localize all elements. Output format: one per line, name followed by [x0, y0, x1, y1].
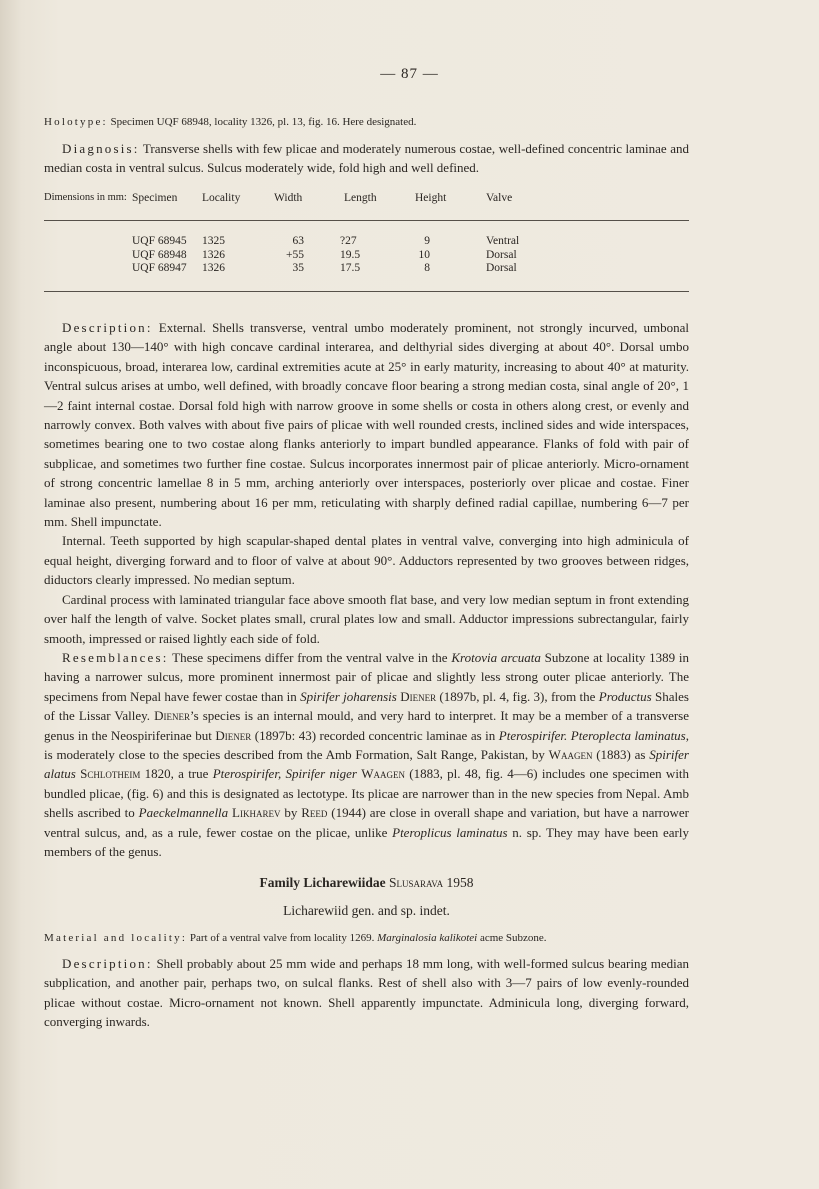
- cell-locality: 1326: [202, 262, 225, 274]
- header-valve: Valve: [486, 192, 513, 204]
- taxon-name: Krotovia arcuata: [451, 649, 541, 665]
- cell-width: 63: [292, 235, 304, 247]
- table-row: [44, 249, 689, 263]
- text-run: , is moderately close to the species described from the Amb Formation, Salt Range, Pakistan, by: [44, 727, 689, 762]
- text-run: ’s species is an internal mould, and very hard to interpret. It may be a member of a transverse genus in the Neospiriferinae but: [44, 708, 689, 743]
- description2-text: Shell probably about 25 mm wide and perhaps 18 mm long, with well-formed sulcus bearing median subplication, and another pair, perhaps two, on sulcal flanks. Rest of shell also with 3—7 pairs of low evenly-rounded plicae without costae. Micro-ornament not known. Shell apparently impunctate. Adminicula long, diverging forward, converging inwards.: [44, 956, 690, 1030]
- description-external: External. Shells transverse, ventral umbo moderately prominent, not strongly incurved, umbonal angle about 130—140° with high concave cardinal interarea, and delthyrial sides diverging at about 40°. Dorsal umbo inconspicuous, broad, interarea low, cardinal extremities acute at 25° in early maturity, increasing to about 40° at maturity. Ventral sulcus arises at umbo, well defined, with broadly concave floor bearing a strong median costa, sinal angle of 20°, 1—2 faint internal costae. Dorsal fold high with narrow groove in some shells or costa in others along crest, or evenly and narrowly convex. Both valves with about five pairs of plicae with well rounded crests, inclined sides and wide interspaces, sometimes bearing one to two costae along flanks anteriorly to impart bundled appearance. Flanks of fold with pair of subplicae, and sometimes two further fine costae. Sulcus incorporates innermost pair of plicae anteriorly. Micro-ornament of strong concentric lamellae 8 in 5 mm, arching anteriorly over interspaces, posteriorly over plicae and costae. Finer laminae also present, numbering about 16 per mm, reticulating with sharply defined radial capillae, numbering 6—7 per mm. Shell impunctate.: [44, 320, 690, 530]
- taxon-name: Pterospirifer. Pteroplecta laminatus: [498, 727, 686, 743]
- author-name: Diener: [400, 688, 437, 704]
- diagnosis-paragraph: [44, 139, 689, 178]
- material-label: Material and locality:: [44, 932, 188, 944]
- header-specimen: Specimen: [132, 192, 178, 204]
- text-run: These specimens differ from the ventral valve in the: [172, 649, 452, 665]
- text-run: (1897b: 43) recorded concentric laminae as in: [251, 727, 499, 743]
- author-name: Waagen: [361, 766, 405, 782]
- header-locality: Locality: [202, 192, 241, 204]
- author-name: Waagen: [548, 746, 593, 762]
- diagnosis-label: Diagnosis:: [62, 141, 140, 156]
- description-cardinal: Cardinal process with laminated triangular face above smooth flat base, and very low median septum in front extending over half the length of valve. Socket plates small, crural plates low and small. Adductor impressions subrectangular, fairly smooth, impressed or raised lightly each side of fold.: [44, 591, 689, 646]
- text-run: Shales of the Lissar Valley.: [44, 688, 689, 724]
- description-internal: Internal. Teeth supported by high scapular-shaped dental plates in ventral valve, converging into high adminicula of equal height, diverging forward and to floor of valve at about 90°. Adductors represented by two grooves between ridges, diductors clearly impressed. No median septum.: [44, 533, 689, 588]
- diagnosis-text: Transverse shells with few plicae and moderately numerous costae, well-defined concentric laminae and median costa in ventral sulcus. Sulcus moderately wide, fold high and well defined.: [44, 141, 689, 176]
- table-header: [44, 192, 689, 210]
- resemblances-paragraph: [44, 648, 689, 861]
- header-dimensions: Dimensions in mm:: [44, 192, 127, 203]
- header-width: Width: [274, 192, 303, 204]
- holotype-line: [44, 114, 689, 130]
- table-rule-bottom: [44, 291, 689, 292]
- genus-heading: Licharewiid gen. and sp. indet.: [283, 903, 450, 918]
- cell-valve: Dorsal: [486, 248, 517, 261]
- family-author: Slusarava 1958: [388, 875, 474, 890]
- author-name: Schlotheim: [80, 766, 141, 782]
- description2-paragraph: [44, 954, 689, 1032]
- description-section: [44, 318, 689, 861]
- table-rule-top: [44, 220, 689, 221]
- table-row: [44, 262, 689, 276]
- text-run: Subzone at locality 1389 in having a narrower sulcus, more prominent innermost pair of plicae and slightly less strong outer plicae anteriorly. The specimens from Nepal have fewer costae than in: [44, 649, 689, 704]
- header-height: Height: [415, 192, 447, 204]
- cell-valve: Ventral: [486, 235, 520, 247]
- author-name: Diener: [215, 727, 252, 743]
- page-number: — 87 —: [380, 66, 439, 82]
- cell-specimen: UQF 68945: [132, 235, 187, 247]
- cell-height: 8: [424, 262, 430, 274]
- taxon-name: Spirifer joharensis: [300, 688, 397, 704]
- resemblances-label: Resemblances:: [62, 649, 169, 665]
- text-run: n. sp. They may have been early members of the genus.: [44, 824, 689, 859]
- cell-length: 19.5: [340, 248, 361, 261]
- cell-height: 10: [418, 248, 430, 261]
- text-run: (1944) are close in overall shape and variation, but have a narrower ventral sulcus, and, as a rule, fewer costae on the plicae, unlike: [44, 805, 689, 840]
- family-heading: [44, 875, 689, 891]
- taxon-name: Pteroplicus laminatus: [392, 824, 508, 840]
- dimensions-table: [44, 192, 689, 274]
- cell-locality: 1325: [202, 235, 225, 247]
- text-run: 1820, a true: [140, 766, 213, 782]
- cell-specimen: UQF 68947: [132, 262, 187, 274]
- header-length: Length: [344, 192, 377, 204]
- holotype-text: Specimen UQF 68948, locality 1326, pl. 13, fig. 16. Here designated.: [110, 116, 417, 128]
- cell-locality: 1326: [202, 248, 225, 261]
- text-run: (1883) as: [592, 746, 650, 762]
- text-run: (1883, pl. 48, fig. 4—6) includes one specimen with bundled plicae, (fig. 6) and this is designated as lectotype. Its plicae are narrower than in the new species from Nepal. Amb shells ascribed to: [44, 766, 690, 821]
- cell-valve: Dorsal: [486, 262, 517, 274]
- cell-width: +55: [286, 248, 304, 261]
- taxon-name: Pterospirifer, Spirifer niger: [212, 766, 357, 782]
- taxon-name: Spirifer alatus: [44, 746, 689, 782]
- author-name: Diener: [154, 708, 190, 724]
- author-name: Likharev: [232, 805, 281, 821]
- description-label: Description:: [62, 320, 153, 335]
- text-run: by: [280, 805, 302, 821]
- holotype-label: Holotype:: [44, 116, 108, 128]
- table-row: [44, 235, 689, 249]
- material-line: [44, 930, 689, 946]
- cell-length: ?27: [340, 235, 357, 247]
- author-name: Reed: [301, 805, 328, 821]
- cell-width: 35: [292, 262, 304, 274]
- material-text: Part of a ventral valve from locality 1269.: [189, 932, 378, 944]
- text-run: (1897b, pl. 4, fig. 3), from the: [436, 688, 599, 704]
- cell-specimen: UQF 68948: [132, 248, 187, 261]
- material-subzone: Marginalosia kalikotei: [377, 932, 478, 944]
- material-tail: acme Subzone.: [477, 932, 547, 944]
- description2-label: Description:: [62, 956, 153, 971]
- family-name: Family Licharewiidae: [259, 875, 386, 890]
- taxon-name: Paeckelmannella: [138, 805, 229, 821]
- cell-height: 9: [424, 235, 430, 247]
- table-body: [44, 235, 689, 276]
- cell-length: 17.5: [340, 262, 361, 274]
- taxon-name: Productus: [598, 688, 652, 704]
